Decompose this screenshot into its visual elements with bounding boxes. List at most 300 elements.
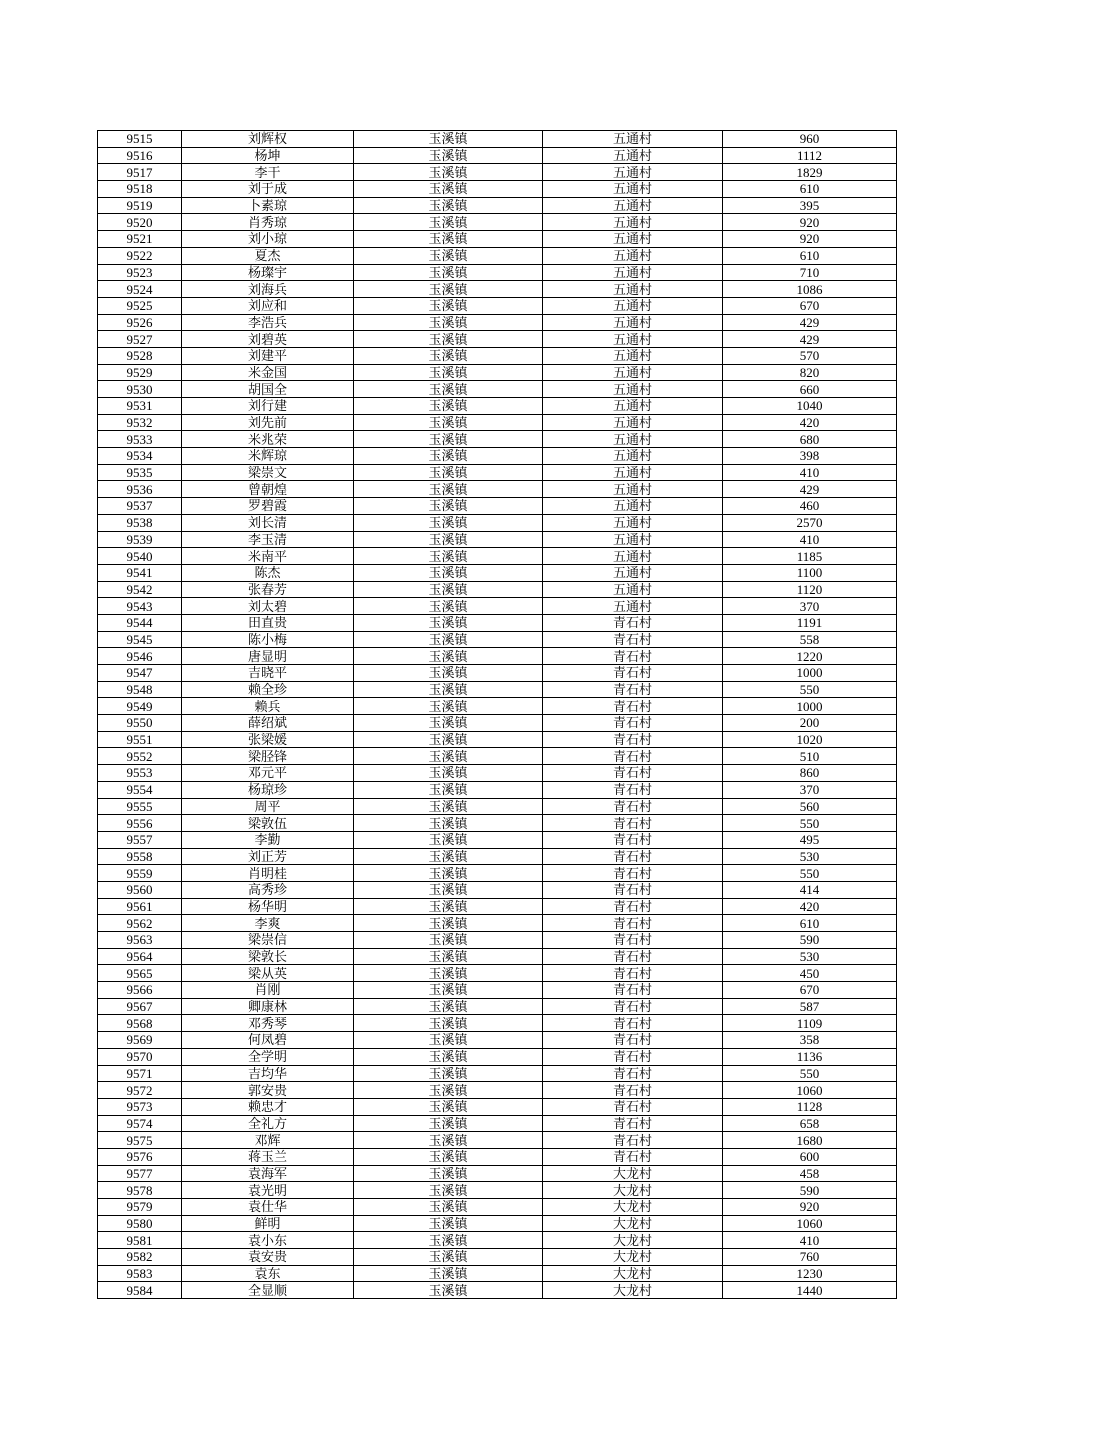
table-row — [98, 531, 897, 548]
cell-town: 玉溪镇 — [354, 1098, 543, 1115]
table-row — [98, 481, 897, 498]
cell-village: 五通村 — [543, 314, 723, 331]
cell-amount: 370 — [723, 781, 897, 798]
cell-amount: 1230 — [723, 1265, 897, 1282]
cell-id: 9578 — [98, 1182, 182, 1199]
cell-amount: 1185 — [723, 548, 897, 565]
cell-id: 9520 — [98, 214, 182, 231]
cell-amount: 358 — [723, 1032, 897, 1049]
cell-town: 玉溪镇 — [354, 948, 543, 965]
cell-amount: 1020 — [723, 731, 897, 748]
table-row — [98, 681, 897, 698]
cell-village: 青石村 — [543, 982, 723, 999]
cell-village: 青石村 — [543, 1015, 723, 1032]
cell-village: 五通村 — [543, 181, 723, 198]
cell-village: 青石村 — [543, 1032, 723, 1049]
cell-amount: 410 — [723, 464, 897, 481]
table-body — [98, 131, 897, 1299]
cell-village: 五通村 — [543, 531, 723, 548]
cell-amount: 610 — [723, 915, 897, 932]
table-row — [98, 364, 897, 381]
cell-town: 玉溪镇 — [354, 731, 543, 748]
cell-id: 9552 — [98, 748, 182, 765]
table-row — [98, 297, 897, 314]
cell-town: 玉溪镇 — [354, 531, 543, 548]
cell-id: 9572 — [98, 1082, 182, 1099]
cell-village: 五通村 — [543, 197, 723, 214]
table-row — [98, 581, 897, 598]
cell-village: 大龙村 — [543, 1249, 723, 1266]
table-row — [98, 665, 897, 682]
cell-amount: 680 — [723, 431, 897, 448]
table-row — [98, 731, 897, 748]
cell-id: 9516 — [98, 147, 182, 164]
cell-town: 玉溪镇 — [354, 1182, 543, 1199]
cell-village: 五通村 — [543, 131, 723, 148]
cell-amount: 760 — [723, 1249, 897, 1266]
table-row — [98, 448, 897, 465]
cell-id: 9564 — [98, 948, 182, 965]
cell-id: 9557 — [98, 831, 182, 848]
cell-id: 9561 — [98, 898, 182, 915]
cell-name: 吉晓平 — [182, 665, 354, 682]
cell-town: 玉溪镇 — [354, 781, 543, 798]
table-row — [98, 982, 897, 999]
cell-village: 五通村 — [543, 581, 723, 598]
cell-amount: 1128 — [723, 1098, 897, 1115]
cell-village: 五通村 — [543, 548, 723, 565]
cell-village: 五通村 — [543, 297, 723, 314]
cell-town: 玉溪镇 — [354, 598, 543, 615]
cell-amount: 1040 — [723, 398, 897, 415]
cell-id: 9544 — [98, 614, 182, 631]
cell-id: 9519 — [98, 197, 182, 214]
cell-id: 9584 — [98, 1282, 182, 1299]
cell-town: 玉溪镇 — [354, 214, 543, 231]
table-row — [98, 381, 897, 398]
cell-amount: 1440 — [723, 1282, 897, 1299]
cell-town: 玉溪镇 — [354, 998, 543, 1015]
cell-name: 罗碧霞 — [182, 498, 354, 515]
cell-id: 9538 — [98, 514, 182, 531]
cell-village: 五通村 — [543, 214, 723, 231]
cell-name: 夏杰 — [182, 247, 354, 264]
cell-village: 五通村 — [543, 247, 723, 264]
cell-amount: 920 — [723, 1199, 897, 1216]
table-row — [98, 164, 897, 181]
cell-town: 玉溪镇 — [354, 414, 543, 431]
table-row — [98, 1282, 897, 1299]
cell-amount: 530 — [723, 848, 897, 865]
cell-name: 全显顺 — [182, 1282, 354, 1299]
cell-town: 玉溪镇 — [354, 1199, 543, 1216]
cell-town: 玉溪镇 — [354, 297, 543, 314]
cell-village: 青石村 — [543, 665, 723, 682]
cell-amount: 610 — [723, 181, 897, 198]
cell-id: 9560 — [98, 881, 182, 898]
cell-village: 五通村 — [543, 147, 723, 164]
cell-amount: 550 — [723, 815, 897, 832]
cell-town: 玉溪镇 — [354, 865, 543, 882]
table-row — [98, 231, 897, 248]
cell-village: 五通村 — [543, 564, 723, 581]
cell-amount: 587 — [723, 998, 897, 1015]
cell-name: 米兆荣 — [182, 431, 354, 448]
cell-town: 玉溪镇 — [354, 1282, 543, 1299]
table-row — [98, 1215, 897, 1232]
cell-village: 青石村 — [543, 815, 723, 832]
cell-amount: 420 — [723, 414, 897, 431]
cell-town: 玉溪镇 — [354, 1082, 543, 1099]
table-row — [98, 247, 897, 264]
cell-name: 袁光明 — [182, 1182, 354, 1199]
cell-name: 赖全珍 — [182, 681, 354, 698]
table-row — [98, 1082, 897, 1099]
table-row — [98, 715, 897, 732]
cell-name: 袁小东 — [182, 1232, 354, 1249]
cell-name: 米辉琼 — [182, 448, 354, 465]
cell-id: 9563 — [98, 932, 182, 949]
cell-id: 9543 — [98, 598, 182, 615]
cell-id: 9541 — [98, 564, 182, 581]
table-row — [98, 514, 897, 531]
cell-id: 9533 — [98, 431, 182, 448]
cell-village: 大龙村 — [543, 1232, 723, 1249]
cell-amount: 550 — [723, 681, 897, 698]
cell-id: 9583 — [98, 1265, 182, 1282]
cell-village: 青石村 — [543, 631, 723, 648]
cell-name: 刘于成 — [182, 181, 354, 198]
cell-village: 青石村 — [543, 648, 723, 665]
cell-amount: 450 — [723, 965, 897, 982]
cell-name: 杨琼珍 — [182, 781, 354, 798]
cell-name: 胡国全 — [182, 381, 354, 398]
cell-id: 9530 — [98, 381, 182, 398]
cell-village: 青石村 — [543, 748, 723, 765]
cell-name: 邓辉 — [182, 1132, 354, 1149]
cell-name: 米金国 — [182, 364, 354, 381]
cell-name: 刘正芳 — [182, 848, 354, 865]
cell-id: 9517 — [98, 164, 182, 181]
cell-town: 玉溪镇 — [354, 481, 543, 498]
cell-id: 9547 — [98, 665, 182, 682]
table-row — [98, 1032, 897, 1049]
cell-village: 大龙村 — [543, 1265, 723, 1282]
cell-village: 青石村 — [543, 915, 723, 932]
cell-amount: 2570 — [723, 514, 897, 531]
cell-amount: 1136 — [723, 1048, 897, 1065]
table-row — [98, 798, 897, 815]
cell-village: 青石村 — [543, 965, 723, 982]
cell-village: 大龙村 — [543, 1182, 723, 1199]
cell-village: 五通村 — [543, 398, 723, 415]
cell-name: 杨璨宇 — [182, 264, 354, 281]
cell-town: 玉溪镇 — [354, 448, 543, 465]
cell-name: 唐显明 — [182, 648, 354, 665]
cell-village: 五通村 — [543, 164, 723, 181]
cell-amount: 398 — [723, 448, 897, 465]
cell-town: 玉溪镇 — [354, 281, 543, 298]
cell-id: 9518 — [98, 181, 182, 198]
cell-town: 玉溪镇 — [354, 197, 543, 214]
cell-id: 9575 — [98, 1132, 182, 1149]
cell-town: 玉溪镇 — [354, 1148, 543, 1165]
table-row — [98, 147, 897, 164]
cell-village: 五通村 — [543, 347, 723, 364]
cell-village: 五通村 — [543, 481, 723, 498]
cell-amount: 1086 — [723, 281, 897, 298]
cell-id: 9559 — [98, 865, 182, 882]
cell-name: 张梁媛 — [182, 731, 354, 748]
cell-town: 玉溪镇 — [354, 881, 543, 898]
cell-id: 9534 — [98, 448, 182, 465]
cell-village: 青石村 — [543, 1065, 723, 1082]
table-row — [98, 1148, 897, 1165]
cell-amount: 429 — [723, 314, 897, 331]
cell-town: 玉溪镇 — [354, 131, 543, 148]
cell-name: 肖秀琼 — [182, 214, 354, 231]
cell-amount: 658 — [723, 1115, 897, 1132]
cell-amount: 960 — [723, 131, 897, 148]
cell-village: 青石村 — [543, 932, 723, 949]
cell-id: 9574 — [98, 1115, 182, 1132]
cell-village: 青石村 — [543, 998, 723, 1015]
cell-town: 玉溪镇 — [354, 181, 543, 198]
cell-village: 大龙村 — [543, 1199, 723, 1216]
table-row — [98, 214, 897, 231]
cell-town: 玉溪镇 — [354, 648, 543, 665]
cell-id: 9569 — [98, 1032, 182, 1049]
cell-amount: 670 — [723, 297, 897, 314]
cell-amount: 1191 — [723, 614, 897, 631]
table-row — [98, 698, 897, 715]
cell-amount: 610 — [723, 247, 897, 264]
cell-amount: 458 — [723, 1165, 897, 1182]
cell-town: 玉溪镇 — [354, 815, 543, 832]
cell-id: 9553 — [98, 765, 182, 782]
cell-town: 玉溪镇 — [354, 1215, 543, 1232]
cell-id: 9539 — [98, 531, 182, 548]
cell-id: 9558 — [98, 848, 182, 865]
cell-name: 刘小琼 — [182, 231, 354, 248]
cell-town: 玉溪镇 — [354, 381, 543, 398]
cell-amount: 1120 — [723, 581, 897, 598]
cell-village: 青石村 — [543, 1115, 723, 1132]
cell-name: 梁敦伍 — [182, 815, 354, 832]
table-row — [98, 932, 897, 949]
cell-name: 赖兵 — [182, 698, 354, 715]
table-row — [98, 398, 897, 415]
cell-village: 青石村 — [543, 831, 723, 848]
cell-id: 9567 — [98, 998, 182, 1015]
cell-town: 玉溪镇 — [354, 631, 543, 648]
table-row — [98, 1249, 897, 1266]
cell-village: 大龙村 — [543, 1215, 723, 1232]
cell-amount: 395 — [723, 197, 897, 214]
table-row — [98, 1115, 897, 1132]
cell-name: 刘碧英 — [182, 331, 354, 348]
cell-town: 玉溪镇 — [354, 932, 543, 949]
cell-village: 青石村 — [543, 898, 723, 915]
cell-village: 五通村 — [543, 264, 723, 281]
cell-town: 玉溪镇 — [354, 464, 543, 481]
table-row — [98, 414, 897, 431]
cell-name: 李爽 — [182, 915, 354, 932]
cell-id: 9537 — [98, 498, 182, 515]
cell-id: 9522 — [98, 247, 182, 264]
cell-name: 肖刚 — [182, 982, 354, 999]
table-row — [98, 631, 897, 648]
cell-name: 梁胫锋 — [182, 748, 354, 765]
cell-village: 青石村 — [543, 715, 723, 732]
cell-name: 梁崇文 — [182, 464, 354, 481]
cell-id: 9525 — [98, 297, 182, 314]
cell-town: 玉溪镇 — [354, 831, 543, 848]
cell-name: 曾朝煌 — [182, 481, 354, 498]
cell-amount: 420 — [723, 898, 897, 915]
cell-id: 9535 — [98, 464, 182, 481]
cell-town: 玉溪镇 — [354, 581, 543, 598]
cell-village: 大龙村 — [543, 1165, 723, 1182]
data-table — [97, 130, 897, 1299]
cell-town: 玉溪镇 — [354, 1015, 543, 1032]
cell-village: 五通村 — [543, 514, 723, 531]
table-row — [98, 1232, 897, 1249]
table-row — [98, 831, 897, 848]
cell-town: 玉溪镇 — [354, 1249, 543, 1266]
cell-village: 青石村 — [543, 731, 723, 748]
table-row — [98, 431, 897, 448]
cell-id: 9526 — [98, 314, 182, 331]
cell-id: 9565 — [98, 965, 182, 982]
table-row — [98, 1265, 897, 1282]
cell-town: 玉溪镇 — [354, 748, 543, 765]
cell-name: 何凤碧 — [182, 1032, 354, 1049]
cell-village: 青石村 — [543, 698, 723, 715]
cell-name: 鲜明 — [182, 1215, 354, 1232]
cell-id: 9562 — [98, 915, 182, 932]
cell-village: 青石村 — [543, 765, 723, 782]
cell-amount: 820 — [723, 364, 897, 381]
table-row — [98, 181, 897, 198]
table-row — [98, 564, 897, 581]
cell-town: 玉溪镇 — [354, 898, 543, 915]
table-row — [98, 314, 897, 331]
cell-id: 9555 — [98, 798, 182, 815]
cell-id: 9550 — [98, 715, 182, 732]
cell-name: 陈小梅 — [182, 631, 354, 648]
cell-town: 玉溪镇 — [354, 498, 543, 515]
cell-id: 9577 — [98, 1165, 182, 1182]
cell-village: 青石村 — [543, 1048, 723, 1065]
cell-id: 9582 — [98, 1249, 182, 1266]
cell-id: 9571 — [98, 1065, 182, 1082]
cell-amount: 558 — [723, 631, 897, 648]
cell-village: 青石村 — [543, 781, 723, 798]
cell-amount: 1060 — [723, 1215, 897, 1232]
cell-town: 玉溪镇 — [354, 231, 543, 248]
table-row — [98, 765, 897, 782]
cell-town: 玉溪镇 — [354, 698, 543, 715]
cell-id: 9529 — [98, 364, 182, 381]
cell-town: 玉溪镇 — [354, 665, 543, 682]
cell-town: 玉溪镇 — [354, 1065, 543, 1082]
cell-name: 袁海军 — [182, 1165, 354, 1182]
cell-name: 田直贵 — [182, 614, 354, 631]
cell-town: 玉溪镇 — [354, 364, 543, 381]
cell-town: 玉溪镇 — [354, 765, 543, 782]
cell-name: 刘太碧 — [182, 598, 354, 615]
cell-id: 9546 — [98, 648, 182, 665]
cell-town: 玉溪镇 — [354, 1048, 543, 1065]
cell-town: 玉溪镇 — [354, 982, 543, 999]
cell-village: 青石村 — [543, 798, 723, 815]
cell-amount: 670 — [723, 982, 897, 999]
cell-name: 刘先前 — [182, 414, 354, 431]
cell-name: 袁安贵 — [182, 1249, 354, 1266]
cell-amount: 510 — [723, 748, 897, 765]
cell-town: 玉溪镇 — [354, 1132, 543, 1149]
cell-name: 李干 — [182, 164, 354, 181]
cell-amount: 530 — [723, 948, 897, 965]
cell-town: 玉溪镇 — [354, 614, 543, 631]
cell-name: 薛绍斌 — [182, 715, 354, 732]
cell-amount: 429 — [723, 481, 897, 498]
cell-id: 9528 — [98, 347, 182, 364]
cell-name: 卿康林 — [182, 998, 354, 1015]
cell-name: 袁仕华 — [182, 1199, 354, 1216]
cell-amount: 1000 — [723, 698, 897, 715]
table-row — [98, 1015, 897, 1032]
cell-amount: 920 — [723, 214, 897, 231]
cell-id: 9532 — [98, 414, 182, 431]
table-row — [98, 815, 897, 832]
table-row — [98, 915, 897, 932]
cell-town: 玉溪镇 — [354, 514, 543, 531]
cell-name: 邓元平 — [182, 765, 354, 782]
cell-name: 梁敦长 — [182, 948, 354, 965]
cell-id: 9576 — [98, 1148, 182, 1165]
table-row — [98, 614, 897, 631]
cell-amount: 1100 — [723, 564, 897, 581]
cell-id: 9540 — [98, 548, 182, 565]
table-row — [98, 548, 897, 565]
table-row — [98, 781, 897, 798]
cell-name: 袁东 — [182, 1265, 354, 1282]
cell-village: 青石村 — [543, 1148, 723, 1165]
cell-id: 9556 — [98, 815, 182, 832]
cell-id: 9542 — [98, 581, 182, 598]
table-row — [98, 898, 897, 915]
table-row — [98, 1048, 897, 1065]
cell-name: 蒋玉兰 — [182, 1148, 354, 1165]
cell-village: 五通村 — [543, 381, 723, 398]
cell-town: 玉溪镇 — [354, 1115, 543, 1132]
cell-amount: 550 — [723, 1065, 897, 1082]
cell-village: 五通村 — [543, 331, 723, 348]
table-row — [98, 1098, 897, 1115]
cell-village: 青石村 — [543, 1132, 723, 1149]
cell-village: 五通村 — [543, 414, 723, 431]
cell-id: 9566 — [98, 982, 182, 999]
table-row — [98, 347, 897, 364]
cell-amount: 1060 — [723, 1082, 897, 1099]
cell-amount: 590 — [723, 932, 897, 949]
cell-amount: 1220 — [723, 648, 897, 665]
table-row — [98, 197, 897, 214]
table-row — [98, 131, 897, 148]
cell-town: 玉溪镇 — [354, 848, 543, 865]
